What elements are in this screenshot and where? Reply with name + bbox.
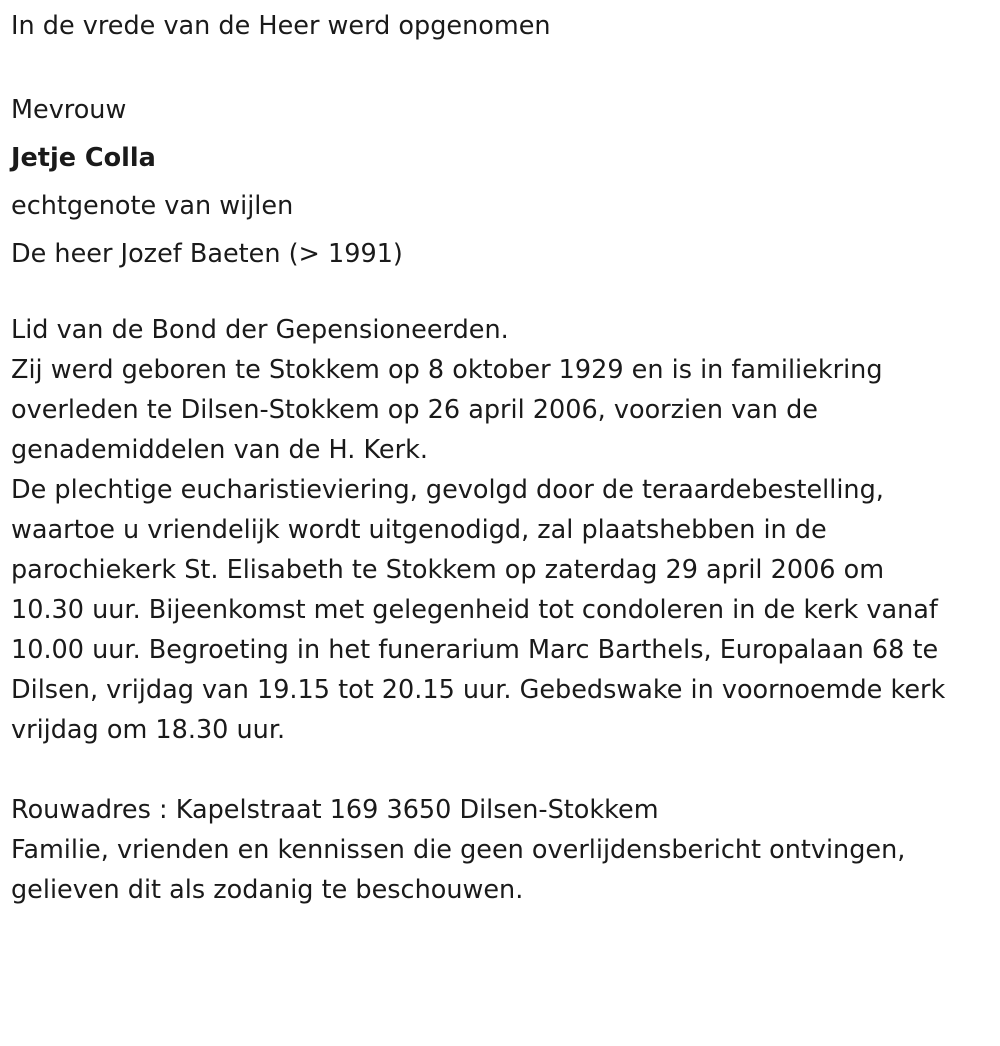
- paragraph-line: genademiddelen van de H. Kerk.: [11, 435, 428, 465]
- paragraph-line: gelieven dit als zodanig te beschouwen.: [11, 875, 524, 905]
- paragraph-line: De plechtige eucharistieviering, gevolgd door de teraardebestelling,: [11, 475, 884, 505]
- intro-text: In de vrede van de Heer werd opgenomen: [11, 11, 551, 41]
- paragraph-line: 10.00 uur. Begroeting in het funerarium Marc Barthels, Europalaan 68 te: [11, 635, 939, 665]
- paragraph-line: Zij werd geboren te Stokkem op 8 oktober 1929 en is in familiekring: [11, 355, 883, 385]
- ceremony-paragraph: [11, 470, 996, 750]
- mourning-address: Rouwadres : Kapelstraat 169 3650 Dilsen-Stokkem: [11, 795, 659, 825]
- paragraph-line: vrijdag om 18.30 uur.: [11, 715, 286, 745]
- obituary-notice: [11, 6, 996, 910]
- spouse-relation: echtgenote van wijlen: [11, 191, 294, 221]
- paragraph-line: Dilsen, vrijdag van 19.15 tot 20.15 uur. Gebedswake in voornoemde kerk: [11, 675, 946, 705]
- paragraph-line: parochiekerk St. Elisabeth te Stokkem op zaterdag 29 april 2006 om: [11, 555, 885, 585]
- salutation: Mevrouw: [11, 95, 127, 125]
- paragraph-line: 10.30 uur. Bijeenkomst met gelegenheid tot condoleren in de kerk vanaf: [11, 595, 938, 625]
- birth-death-paragraph: [11, 350, 996, 470]
- deceased-name: Jetje Colla: [11, 143, 156, 173]
- paragraph-line: waartoe u vriendelijk wordt uitgenodigd, zal plaatshebben in de: [11, 515, 827, 545]
- paragraph-line: overleden te Dilsen-Stokkem op 26 april 2006, voorzien van de: [11, 395, 818, 425]
- membership-text: Lid van de Bond der Gepensioneerden.: [11, 315, 509, 345]
- spouse-name: De heer Jozef Baeten (> 1991): [11, 239, 403, 269]
- paragraph-line: Familie, vrienden en kennissen die geen overlijdensbericht ontvingen,: [11, 835, 906, 865]
- closing-paragraph: [11, 830, 996, 910]
